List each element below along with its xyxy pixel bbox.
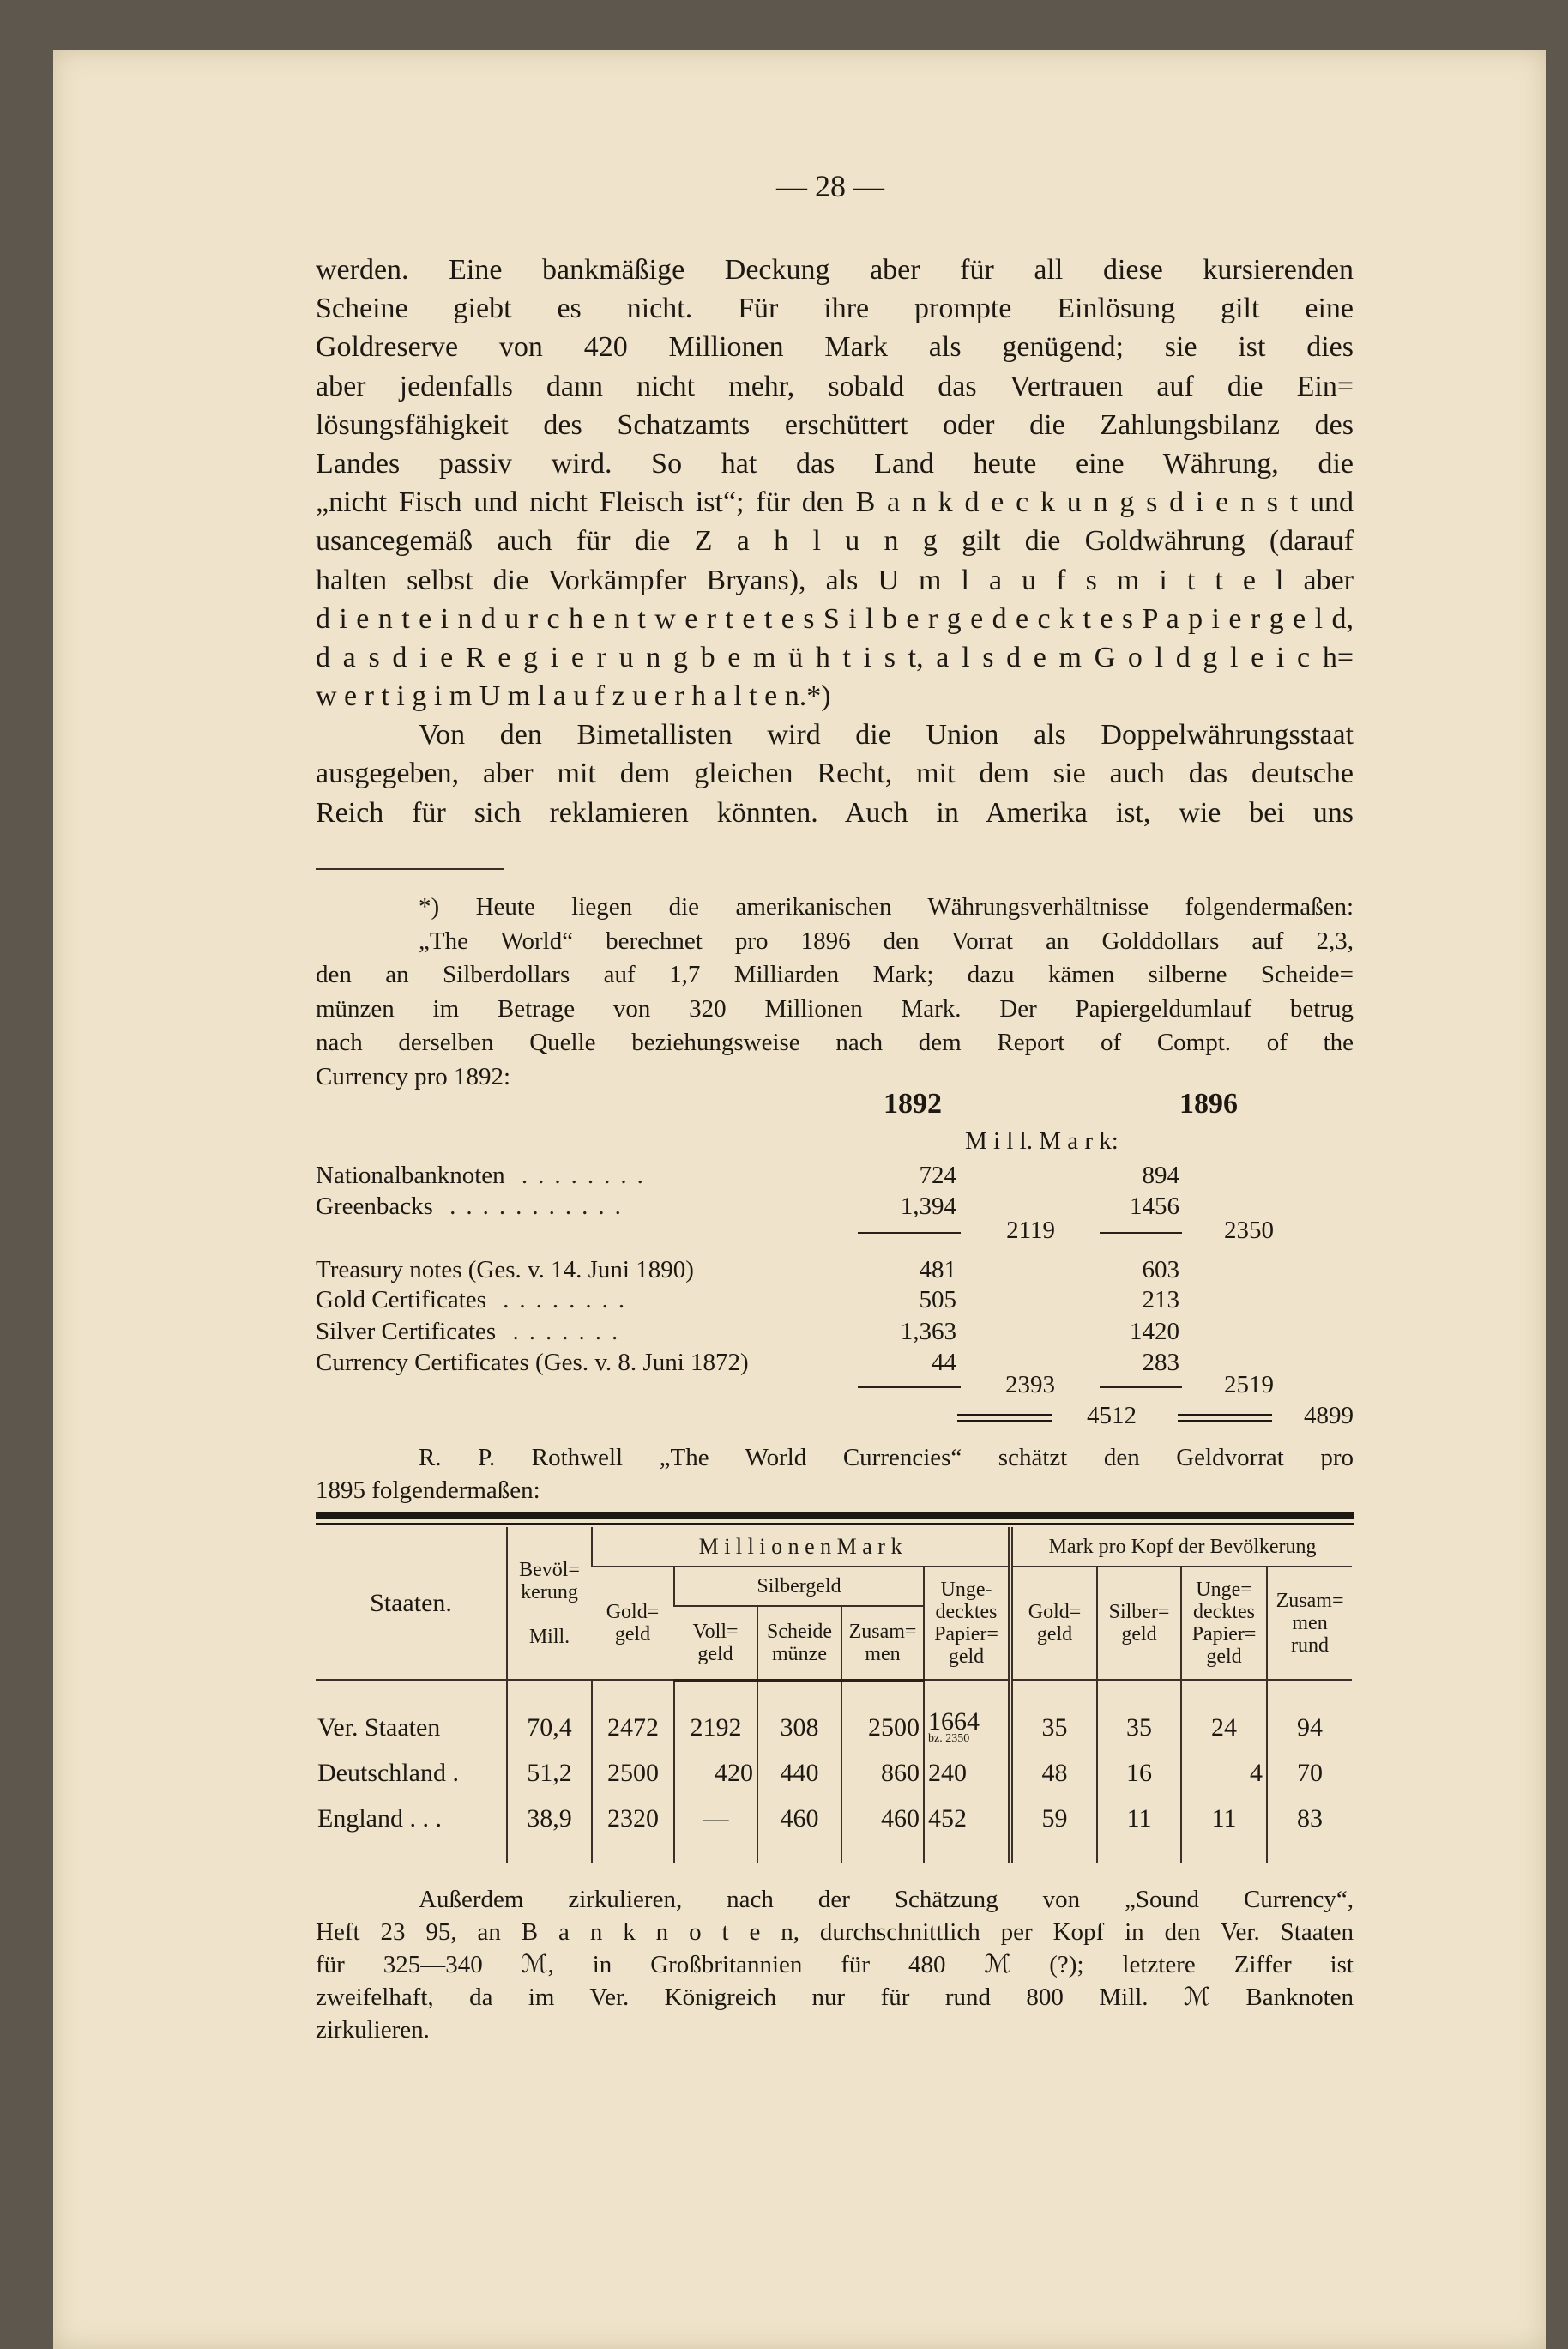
header-pk-ungedeckt: Unge= decktes Papier= geld xyxy=(1181,1567,1267,1680)
value-1892: 505 xyxy=(919,1286,956,1313)
header-silbergeld: Silbergeld xyxy=(674,1567,924,1606)
subtotal-1892: 2393 xyxy=(1005,1371,1055,1398)
header-pro-kopf: Mark pro Kopf der Bevölkerung xyxy=(1010,1527,1352,1567)
rothwell-paragraph xyxy=(316,1441,1354,1507)
text-line: zweifelhaft, da im Ver. Königreich nur für rund 800 Mill. ℳ Banknoten xyxy=(316,1984,1354,2011)
text-line: R. P. Rothwell „The World Currencies“ schätzt den Geldvorrat pro xyxy=(419,1444,1354,1471)
header-pk-silbergeld: Silber= geld xyxy=(1097,1567,1181,1680)
subtotal-1896: 2350 xyxy=(1224,1217,1274,1244)
text-line: 1895 folgendermaßen: xyxy=(316,1476,540,1504)
text-line: Reich für sich reklamieren könnten. Auch in Amerika ist, wie bei uns xyxy=(316,796,1354,829)
header-millionen-mark: M i l l i o n e n M a r k xyxy=(592,1527,1010,1567)
cell-bev: 51,2 xyxy=(507,1751,592,1796)
footnote-line: münzen im Betrage von 320 Millionen Mark. Der Papiergeldumlauf betrug xyxy=(316,994,1354,1023)
value-1892: 481 xyxy=(919,1256,956,1283)
cell-pk-silber: 35 xyxy=(1097,1680,1181,1751)
row-label: Currency Certificates (Ges. v. 8. Juni 1872) xyxy=(316,1349,749,1376)
main-text xyxy=(316,251,1354,832)
unit-label: M i l l. M a r k: xyxy=(965,1127,1119,1155)
cell-bev: 38,9 xyxy=(507,1796,592,1863)
text-line: d i e n t e i n d u r c h e n t w e r t e t e s S i l b e r g e d e c k t e s P a p i e r g e l d, xyxy=(316,602,1354,635)
cell-bev: 70,4 xyxy=(507,1680,592,1751)
page-number: — 28 — xyxy=(776,169,884,203)
cell-unged: 452 xyxy=(924,1796,1010,1863)
cell-voll: — xyxy=(674,1796,757,1863)
cell-gold: 2500 xyxy=(592,1751,674,1796)
footnote-line: den an Silberdollars auf 1,7 Milliarden Mark; dazu kämen silberne Scheide= xyxy=(316,961,1354,988)
text-line: Scheine giebt es nicht. Für ihre prompte Einlösung gilt eine xyxy=(316,293,1354,325)
row-label: Gold Certificates ........ xyxy=(316,1286,636,1313)
cell-voll: 2192 xyxy=(674,1680,757,1751)
cell-pk-zus: 83 xyxy=(1267,1796,1352,1863)
year-1896-header: 1896 xyxy=(1179,1088,1238,1120)
cell-unged-note: bz. 2350 xyxy=(928,1731,970,1745)
text-line: Goldreserve von 420 Millionen Mark als genügend; sie ist dies xyxy=(316,331,1354,364)
row-label: Silver Certificates ....... xyxy=(316,1318,629,1345)
table-row xyxy=(316,1680,1352,1751)
text-line: usancegemäß auch für die Z a h l u n g gilt die Goldwährung (darauf xyxy=(316,525,1354,558)
row-label: Treasury notes (Ges. v. 14. Juni 1890) xyxy=(316,1256,694,1283)
header-staaten: Staaten. xyxy=(316,1527,507,1680)
table-row xyxy=(316,1796,1352,1863)
text-line: aber jedenfalls dann nicht mehr, sobald das Vertrauen auf die Ein= xyxy=(316,370,1354,402)
cell-pk-gold: 48 xyxy=(1010,1751,1097,1796)
text-line: zirkulieren. xyxy=(316,2016,430,2044)
cell-pk-gold: 59 xyxy=(1010,1796,1097,1863)
footnote xyxy=(316,891,1354,1094)
cell-gold: 2320 xyxy=(592,1796,674,1863)
cell-scheide: 308 xyxy=(757,1680,841,1751)
value-1896: 283 xyxy=(1142,1349,1179,1376)
value-1896: 1420 xyxy=(1130,1318,1179,1345)
row-label: Nationalbanknoten ........ xyxy=(316,1162,654,1189)
value-1896: 894 xyxy=(1142,1162,1179,1189)
cell-pk-silber: 11 xyxy=(1097,1796,1181,1863)
header-vollgeld: Voll= geld xyxy=(674,1606,757,1680)
table-top-rule xyxy=(316,1512,1354,1519)
cell-zus: 2500 xyxy=(841,1680,924,1751)
header-zusammen: Zusam= men xyxy=(841,1606,924,1680)
value-1896: 603 xyxy=(1142,1256,1179,1283)
subtotal-1892: 2119 xyxy=(1006,1217,1055,1244)
text-line: „nicht Fisch und nicht Fleisch ist“; für den B a n k d e c k u n g s d i e n s t und xyxy=(316,486,1354,519)
cell-pk-zus: 94 xyxy=(1267,1680,1352,1751)
cell-scheide: 440 xyxy=(757,1751,841,1796)
text-line: halten selbst die Vorkämpfer Bryans), als U m l a u f s m i t t e l aber xyxy=(316,564,1354,596)
header-pk-goldgeld: Gold= geld xyxy=(1010,1567,1097,1680)
year-1892-header: 1892 xyxy=(884,1088,942,1120)
header-goldgeld: Gold= geld xyxy=(592,1567,674,1680)
cell-pk-unged: 24 xyxy=(1181,1680,1267,1751)
money-stock-table xyxy=(316,1527,1352,1863)
text-line: lösungsfähigkeit des Schatzamts erschüttert oder die Zahlungsbilanz des xyxy=(316,408,1354,441)
text-line: Heft 23 95, an B a n k n o t e n, durchschnittlich per Kopf in den Ver. Staaten xyxy=(316,1918,1354,1946)
footnote-line: „The World“ berechnet pro 1896 den Vorrat an Golddollars auf 2,3, xyxy=(419,927,1354,955)
cell-unged xyxy=(924,1680,1010,1751)
table-row xyxy=(316,1751,1352,1796)
value-1892: 1,394 xyxy=(900,1193,956,1220)
cell-pk-unged: 11 xyxy=(1181,1796,1267,1863)
footnote-line: Currency pro 1892: xyxy=(316,1062,511,1090)
cell-staat: Deutschland . xyxy=(317,1759,459,1787)
header-pk-zusammen: Zusam= men rund xyxy=(1267,1567,1352,1680)
header-bevoelkerung: Bevöl= kerung Mill. xyxy=(507,1527,592,1680)
header-ungedeckt: Unge- decktes Papier= geld xyxy=(924,1567,1010,1680)
closing-paragraph xyxy=(316,1883,1354,2046)
footnote-divider xyxy=(316,868,504,870)
footnote-line: nach derselben Quelle beziehungsweise nach dem Report of Compt. of the xyxy=(316,1029,1354,1056)
header-scheidemuenze: Scheide münze xyxy=(757,1606,841,1680)
text-line: für 325—340 ℳ, in Großbritannien für 480 ℳ (?); letztere Ziffer ist xyxy=(316,1951,1354,1978)
text-line: w e r t i g i m U m l a u f z u e r h a l t e n.*) xyxy=(316,680,831,713)
grand-total-1892: 4512 xyxy=(1087,1402,1137,1429)
cell-pk-zus: 70 xyxy=(1267,1751,1352,1796)
value-1892: 724 xyxy=(919,1162,956,1189)
text-line: werden. Eine bankmäßige Deckung aber für all diese kursierenden xyxy=(316,254,1354,286)
cell-pk-unged: 4 xyxy=(1181,1751,1267,1796)
text-line: d a s d i e R e g i e r u n g b e m ü h t i s t, a l s d e m G o l d g l e i c h= xyxy=(316,641,1354,673)
table-top-rule-thin xyxy=(316,1523,1354,1525)
value-1896: 1456 xyxy=(1130,1193,1179,1220)
cell-scheide: 460 xyxy=(757,1796,841,1863)
cell-pk-gold: 35 xyxy=(1010,1680,1097,1751)
value-1896: 213 xyxy=(1142,1286,1179,1313)
cell-voll: 420 xyxy=(674,1751,757,1796)
cell-pk-silber: 16 xyxy=(1097,1751,1181,1796)
cell-zus: 460 xyxy=(841,1796,924,1863)
row-label: Greenbacks ........... xyxy=(316,1193,631,1220)
text-line: ausgegeben, aber mit dem gleichen Recht, mit dem sie auch das deutsche xyxy=(316,758,1354,790)
grand-total-1896: 4899 xyxy=(1304,1402,1354,1429)
value-1892: 1,363 xyxy=(900,1318,956,1345)
cell-gold: 2472 xyxy=(592,1680,674,1751)
text-line: Außerdem zirkulieren, nach der Schätzung von „Sound Currency“, xyxy=(419,1886,1354,1913)
text-line: Landes passiv wird. So hat das Land heute eine Währung, die xyxy=(316,447,1354,480)
cell-staat: England . . . xyxy=(317,1804,442,1833)
text-line: Von den Bimetallisten wird die Union als Doppelwährungsstaat xyxy=(419,719,1354,752)
cell-unged-value: 1664 xyxy=(928,1706,980,1736)
cell-unged: 240 xyxy=(924,1751,1010,1796)
cell-staat: Ver. Staaten xyxy=(317,1712,441,1742)
value-1892: 44 xyxy=(932,1349,956,1376)
subtotal-1896: 2519 xyxy=(1224,1371,1274,1398)
footnote-line: *) Heute liegen die amerikanischen Währungsverhältnisse folgendermaßen: xyxy=(419,893,1354,921)
cell-zus: 860 xyxy=(841,1751,924,1796)
